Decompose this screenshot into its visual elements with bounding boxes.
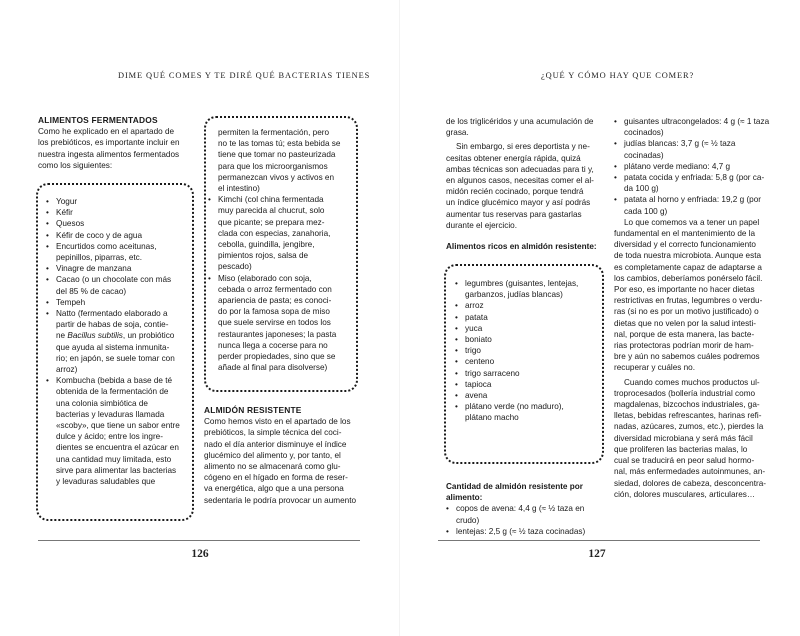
intro-line: Como he explicado en el apartado de: [38, 127, 175, 137]
paragraph-line: es completamente capaz de adaptarse a: [614, 262, 762, 272]
list-item: • copos de avena: 4,4 g (≈ ½ taza en crudo): [446, 503, 610, 525]
list-item: • arroz: [455, 300, 601, 311]
list-item: • patata cocida y enfriada: 5,8 g (por ca- da 100 g): [614, 172, 774, 194]
list-item: • Natto (fermentado elaborado a partir de habas de soja, contie- ne Bacillus subtilis, un probiótico que ayuda al sistema inmunita- rio; en japón, se suele tomar con arroz): [46, 308, 192, 375]
running-head-right: ¿QUÉ Y CÓMO HAY QUE COMER?: [541, 71, 695, 80]
list-continuation: permiten la fermentación, pero: [218, 128, 330, 137]
list-item: • boniato: [455, 334, 601, 345]
list-item: • guisantes ultracongelados: 4 g (≈ 1 taza cocinados): [614, 116, 774, 138]
paragraph-line: un índice glucémico mayor y así podrás: [446, 198, 591, 208]
paragraph-line: midón recién cocinado, porque tendrá: [446, 187, 584, 197]
section-heading-resistant: ALMIDÓN RESISTENTE: [204, 405, 302, 415]
list-item: • Kéfir: [46, 207, 192, 218]
paragraph-line: troprocesados (bollería industrial como: [614, 388, 756, 398]
list-item: • trigo: [455, 345, 601, 356]
fermented-foods-list: [46, 196, 192, 487]
resistant-section: [204, 405, 361, 506]
list-item: • Encurtidos como aceitunas, pepinillos, piparras, etc.: [46, 241, 192, 263]
paragraph-line: Por eso, es importante no hacer dietas: [614, 285, 755, 295]
page-number: 126: [191, 548, 209, 560]
paragraph-line: grasa.: [446, 128, 469, 138]
paragraph-line: cual se traducirá en peor salud hormo-: [614, 456, 755, 466]
list-item: • lentejas: 2,5 g (≈ ½ taza cocinadas): [446, 526, 610, 537]
list-continuation: el intestino): [218, 184, 260, 194]
list-item: • plátano verde mediano: 4,7 g: [614, 161, 774, 172]
paragraph-line: en algunos casos, necesitas comer el al-: [446, 176, 594, 186]
list-continuation: tiene que tomar no pasteurizada: [218, 150, 336, 160]
list-continuation: no te las tomas tú; esta bebida se: [218, 139, 341, 149]
paragraph-line: glucémico del alimento y, por tanto, el: [204, 450, 341, 460]
right-page: [400, 0, 800, 636]
list-item: • Miso (elaborado con soja, cebada o arroz fermentado con apariencia de pasta; es conoci- do por la famosa sopa de miso que suele servirse en todos los restaurantes japoneses; la pasta nunca llega a cocerse para no perder propiedades, sino que se añade al final para disolverse): [208, 273, 356, 374]
list-item: • avena: [455, 390, 601, 401]
page-number-rule: [438, 540, 760, 541]
rich-foods-heading: Alimentos ricos en almidón resistente:: [446, 242, 597, 252]
list-item: • Quesos: [46, 218, 192, 229]
paragraph-line: va energética, algo que a una persona: [204, 484, 344, 494]
running-head-left: DIME QUÉ COMES Y TE DIRÉ QUÉ BACTERIAS TIENES: [118, 71, 371, 80]
page-number: 127: [588, 548, 606, 560]
list-item: • yuca: [455, 323, 601, 334]
paragraph-line: nal, porque de esta manera, las bacte-: [614, 329, 755, 339]
paragraph-line: lletas, bebidas refrescantes, harinas refi-: [614, 411, 762, 421]
paragraph-line: ras (si no es por un motivo justificado) o: [614, 307, 759, 317]
paragraph-line: Sin embargo, si eres deportista y ne-: [456, 142, 590, 152]
fermented-foods-list-2: [208, 194, 356, 373]
amount-heading: Cantidad de almidón resistente por: [446, 482, 583, 491]
list-item: • Yogur: [46, 196, 192, 207]
paragraph-line: Cuando comes muchos productos ul-: [624, 377, 760, 387]
paragraph-line: prebióticos, la simple técnica del coci-: [204, 428, 342, 438]
list-item: • tapioca: [455, 379, 601, 390]
paragraph-line: ambas técnicas son adecuadas para ti y,: [446, 164, 594, 174]
fermented-section: [38, 115, 198, 171]
list-continuation: permanezcan vivos y activos en: [218, 172, 335, 182]
paragraph-line: nadas, azúcares, zumos, etc.), pierdes la: [614, 422, 764, 432]
amount-list: [446, 503, 610, 537]
paragraph-line: de toda nuestra microbiota. Aunque esta: [614, 251, 762, 261]
paragraph-line: alimento no se almacenará como glu-: [204, 462, 341, 472]
paragraph-line: Como hemos visto en el apartado de los: [204, 417, 351, 427]
list-item: • legumbres (guisantes, lentejas, garbanzos, judías blancas): [455, 278, 601, 300]
paragraph-line: dietas que no velen por la salud intesti-: [614, 318, 757, 328]
intro-line: los prebióticos, es importante incluir en: [38, 138, 180, 148]
list-item: • Kombucha (bebida a base de té obtenida de la fermentación de una colonia simbiótica de bacterias y levaduras llamada «scoby», que tiene un sabor entre dulce y ácido; entre los ingre- dientes se encuentra el azúcar en una cantidad muy limitada, esto sirve para alimentar las bacterias y levaduras saludables que: [46, 375, 192, 487]
paragraph-line: bre y aún no sabemos cuáles podremos: [614, 352, 760, 362]
paragraph-line: restrictivas en frutas, legumbres o verdu-: [614, 296, 763, 306]
amount-section: [446, 481, 610, 537]
list-item: • patata al horno y enfriada: 19,2 g (por cada 100 g): [614, 194, 774, 216]
paragraph-line: durante el ejercicio.: [446, 220, 517, 230]
paragraph-line: nal, más enfermedades autoinmunes, an-: [614, 467, 766, 477]
fermented-list-col1: [46, 196, 192, 487]
list-item: • Cacao (o un chocolate con más del 85 % de cacao): [46, 274, 192, 296]
paragraph-line: Lo que comemos va a tener un papel: [624, 217, 760, 227]
intro-line: como los siguientes:: [38, 160, 113, 170]
paragraph-line: rias protectoras podrían morir de ham-: [614, 341, 754, 351]
paragraph-line: aumentar tus reservas para gastarlas: [446, 209, 582, 219]
paragraph-line: de los triglicéridos y una acumulación de: [446, 117, 594, 126]
paragraph-line: recuperar y cuáles no.: [614, 363, 696, 373]
list-item: • Kéfir de coco y de agua: [46, 230, 192, 241]
right-col1: [446, 116, 610, 252]
paragraph-line: nado el día anterior disminuye el índice: [204, 439, 347, 449]
rich-foods-list-col: [455, 278, 601, 424]
list-item: • trigo sarraceno: [455, 368, 601, 379]
paragraph-line: magdalenas, bizcochos industriales, ga-: [614, 400, 760, 410]
paragraph-line: diversidad microbiana y será más fácil: [614, 433, 753, 443]
paragraph-line: fundamental en el mantenimiento de la: [614, 229, 756, 239]
paragraph-line: siedad, dolores de cabeza, desconcentra-: [614, 478, 767, 488]
list-item: • Kimchi (col china fermentada muy parecida al chucrut, solo que picante; se prepara mez- clada con especias, zanahoria, cebolla, guindilla, jengibre, pimientos rojos, salsa de pescado): [208, 194, 356, 272]
list-item: • plátano verde (no maduro), plátano macho: [455, 401, 601, 423]
right-col2: [614, 116, 774, 500]
rich-foods-list: [455, 278, 601, 424]
section-heading-fermented: ALIMENTOS FERMENTADOS: [38, 115, 158, 125]
list-item: • Tempeh: [46, 297, 192, 308]
paragraph-line: que proliferen las bacterias malas, lo: [614, 444, 748, 454]
amount-list-continued: [614, 116, 774, 217]
intro-line: nuestra ingesta alimentos fermentados: [38, 149, 180, 159]
paragraph-line: los cambios, deberíamos ponérselo fácil.: [614, 273, 763, 283]
amount-heading: alimento:: [446, 493, 483, 503]
paragraph-line: sedentaria le podría provocar un aumento: [204, 495, 357, 505]
fermented-list-col2: [208, 127, 356, 373]
paragraph-line: ción, dolores musculares, articulares…: [614, 489, 756, 499]
list-item: • patata: [455, 312, 601, 323]
list-item: • centeno: [455, 356, 601, 367]
paragraph-line: cógeno en el hígado en forma de reser-: [204, 473, 348, 483]
list-item: • Vinagre de manzana: [46, 263, 192, 274]
paragraph-line: cesitas obtener energía rápida, quizá: [446, 153, 581, 163]
list-continuation: para que los microorganismos: [218, 161, 328, 171]
paragraph-line: diversidad y el correcto funcionamiento: [614, 240, 756, 250]
list-item: • judías blancas: 3,7 g (≈ ½ taza cocinadas): [614, 138, 774, 160]
page-number-rule: [38, 540, 360, 541]
